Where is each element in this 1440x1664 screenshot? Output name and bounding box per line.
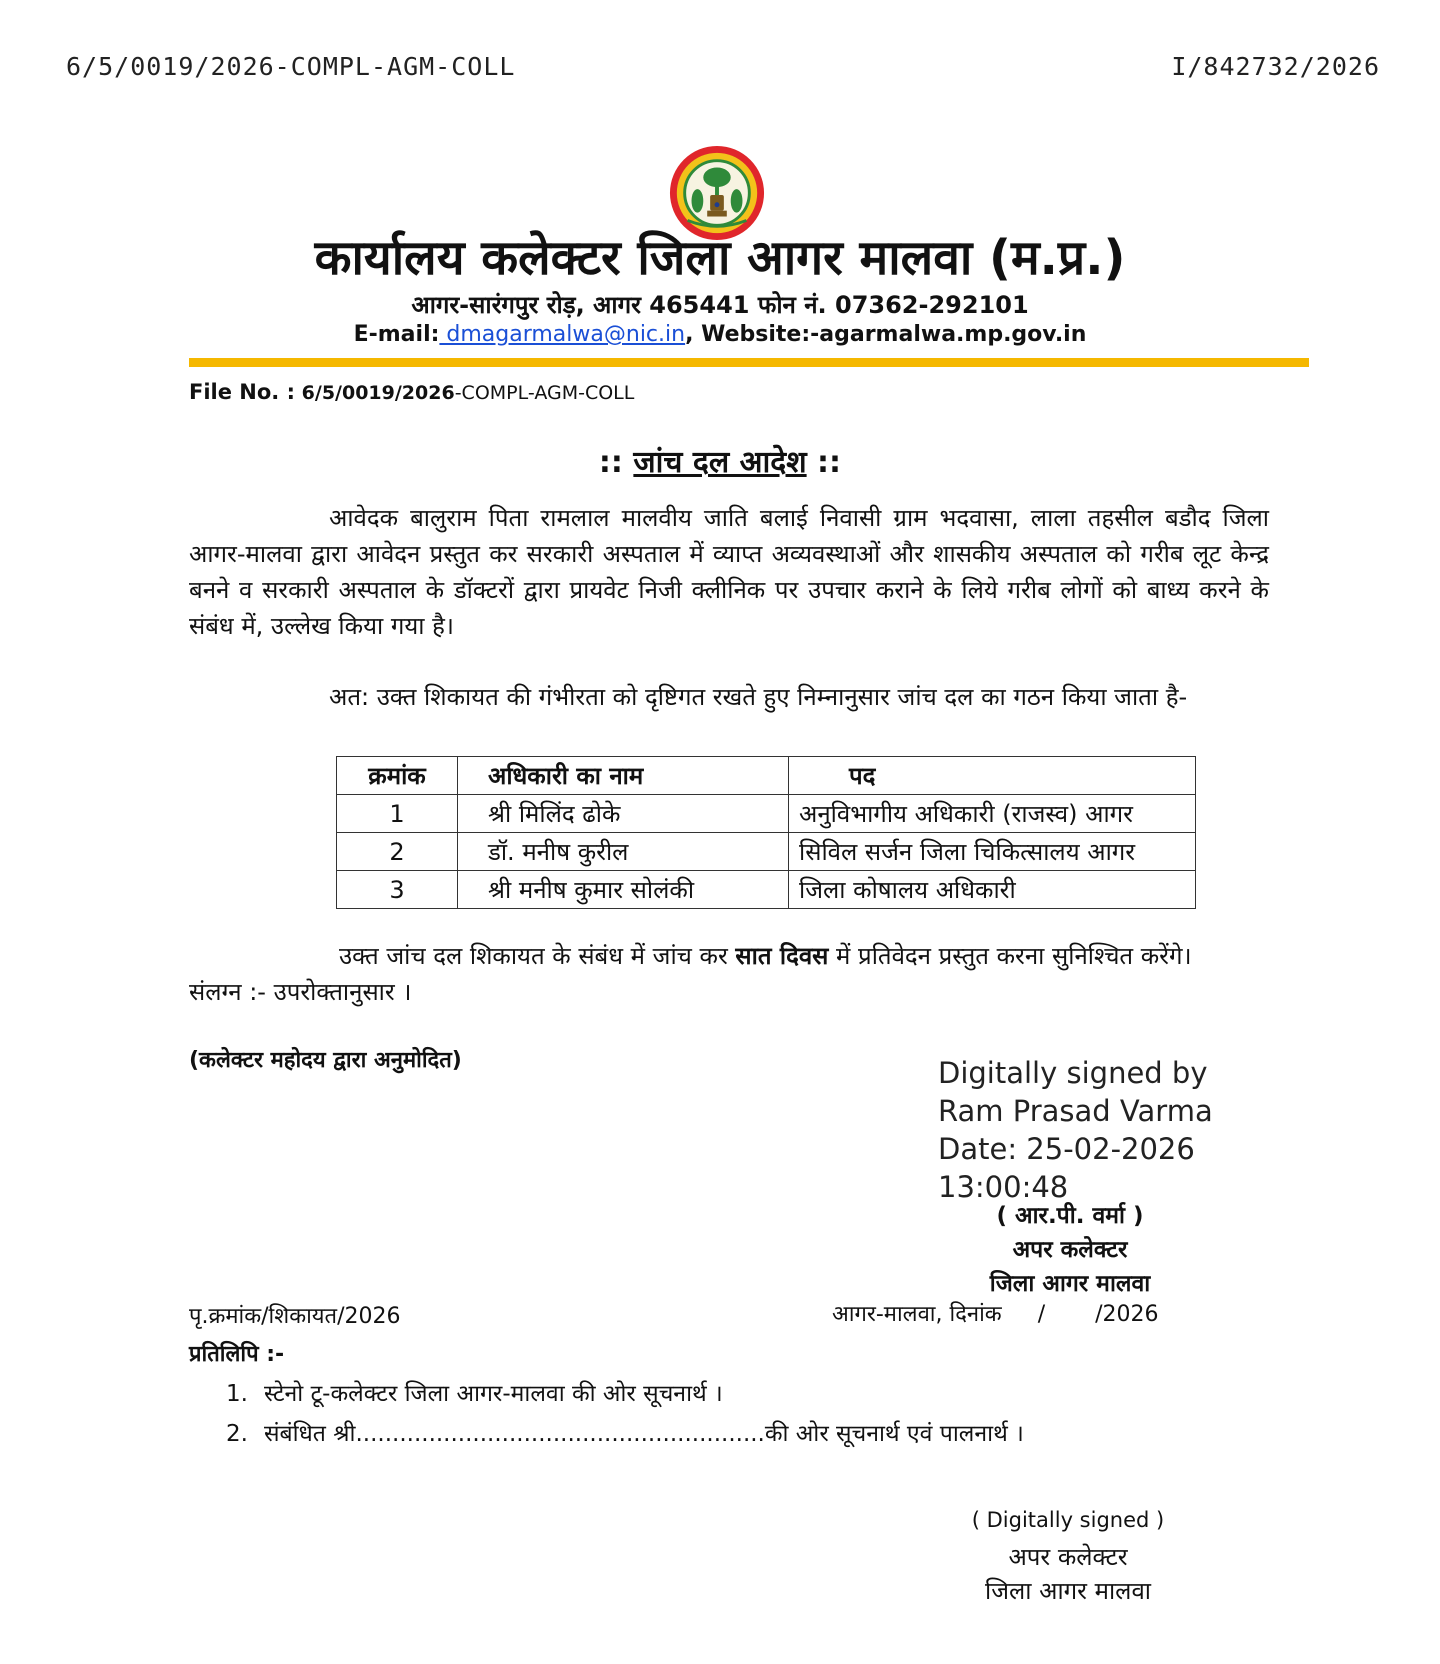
dsig-line-4: 13:00:48 — [938, 1170, 1069, 1204]
cell-serial: 3 — [337, 871, 458, 909]
date-year: /2026 — [1095, 1302, 1159, 1327]
file-number-value: 6/5/0019/2026 — [301, 382, 455, 404]
cell-officer-name: श्री मिलिंद ढोके — [458, 795, 789, 833]
reference-number-right: I/842732/2026 — [1171, 52, 1380, 81]
cell-designation: अनुविभागीय अधिकारी (राजस्व) आगर — [789, 795, 1196, 833]
website-text: , Website:-agarmalwa.mp.gov.in — [685, 322, 1087, 347]
header-officer-name: अधिकारी का नाम — [458, 757, 789, 795]
heading-prefix: :: — [598, 445, 634, 480]
cell-designation: सिविल सर्जन जिला चिकित्सालय आगर — [789, 833, 1196, 871]
header-designation: पद — [789, 757, 1196, 795]
footer-digitally-signed: ( Digitally signed ) — [971, 1508, 1165, 1532]
date-slash: / — [1037, 1302, 1046, 1327]
list-item-text-end: की ओर सूचनार्थ एवं पालनार्थ । — [764, 1421, 1024, 1447]
file-number-label: File No. : — [189, 380, 295, 404]
team-formation-paragraph: अत: उक्त शिकायत की गंभीरता को दृष्टिगत रखते हुए निम्नानुसार जांच दल का गठन किया जाता है- — [329, 683, 1188, 711]
endorsement-reference: पृ.क्रमांक/शिकायत/2026 — [189, 1304, 401, 1329]
list-item — [226, 1374, 1024, 1414]
file-number-suffix: -COMPL-AGM-COLL — [454, 382, 635, 404]
copy-to-list — [226, 1374, 1024, 1454]
office-title: कार्यालय कलेक्टर जिला आगर मालवा (म.प्र.) — [314, 230, 1126, 286]
list-item-text: संबंधित श्री — [264, 1421, 356, 1447]
file-number — [189, 380, 634, 404]
place-date-label: आगर-मालवा, दिनांक — [832, 1302, 1002, 1327]
cell-officer-name: श्री मनीष कुमार सोलंकी — [458, 871, 789, 909]
signatory-district: जिला आगर मालवा — [989, 1271, 1151, 1297]
header-serial: क्रमांक — [337, 757, 458, 795]
footer-district: जिला आगर मालवा — [984, 1577, 1152, 1605]
deadline-days: सात दिवस — [735, 942, 829, 970]
fill-in-dots: ........................................................ — [355, 1421, 765, 1447]
cell-serial: 2 — [337, 833, 458, 871]
dsig-line-1: Digitally signed by — [938, 1056, 1208, 1090]
inquiry-team-table — [336, 756, 1196, 909]
list-item-text: स्टेनो टू-कलेक्टर जिला आगर-मालवा की ओर सूचनार्थ । — [264, 1381, 723, 1407]
deadline-text-b: में प्रतिवेदन प्रस्तुत करना सुनिश्चित करेंगे। — [828, 942, 1192, 970]
dsig-line-2: Ram Prasad Varma — [938, 1094, 1213, 1128]
deadline-text-a: उक्त जांच दल शिकायत के संबंध में जांच कर — [339, 942, 736, 970]
heading-suffix: :: — [806, 445, 842, 480]
footer-designation: अपर कलेक्टर — [1008, 1543, 1128, 1571]
list-item-number: 2. — [226, 1421, 248, 1447]
dsig-line-3: Date: 25-02-2026 — [938, 1132, 1195, 1166]
table-row — [337, 833, 1196, 871]
email-link[interactable]: dmagarmalwa@nic.in — [439, 322, 686, 347]
enclosure-line: संलग्न :- उपरोक्तानुसार । — [189, 978, 412, 1006]
order-heading-text: जांच दल आदेश — [633, 445, 807, 480]
complaint-paragraph: आवेदक बालुराम पिता रामलाल मालवीय जाति बलाई निवासी ग्राम भदवासा, लाला तहसील बडौद जिला आगर-मालवा द्वारा आवेदन प्रस्तुत कर सरकारी अस्पताल में व्याप्त अव्यवस्थाओं और शासकीय अस्पताल को गरीब लूट केन्द्र बनने व सरकारी अस्पताल के डॉक्टरों द्वारा प्रायवेट निजी क्लीनिक पर उपचार कराने के लिये गरीब लोगों को बाध्य करने के संबंध में, उल्लेख किया गया है। — [189, 504, 1269, 640]
table-row — [337, 871, 1196, 909]
approval-note: (कलेक्टर महोदय द्वारा अनुमोदित) — [189, 1048, 462, 1073]
list-item-number: 1. — [226, 1381, 248, 1407]
table-row — [337, 795, 1196, 833]
place-date — [832, 1298, 1159, 1328]
header-divider — [189, 358, 1309, 367]
digital-signature-stamp — [938, 1054, 1213, 1206]
cell-officer-name: डॉ. मनीष कुरील — [458, 833, 789, 871]
signatory-designation: अपर कलेक्टर — [1012, 1237, 1128, 1263]
list-item — [226, 1414, 1024, 1454]
reference-number-left: 6/5/0019/2026-COMPL-AGM-COLL — [66, 52, 516, 81]
cell-designation: जिला कोषालय अधिकारी — [789, 871, 1196, 909]
deadline-paragraph — [189, 938, 1269, 1010]
office-address: आगर-सारंगपुर रोड़, आगर 465441 फोन नं. 07362-292101 — [411, 291, 1029, 319]
copy-to-label: प्रतिलिपि :- — [189, 1342, 285, 1367]
contact-line — [0, 322, 1440, 347]
signatory-name: ( आर.पी. वर्मा ) — [996, 1203, 1144, 1229]
order-heading — [0, 440, 1440, 481]
table-header-row — [337, 757, 1196, 795]
email-label: E-mail: — [353, 322, 440, 347]
cell-serial: 1 — [337, 795, 458, 833]
